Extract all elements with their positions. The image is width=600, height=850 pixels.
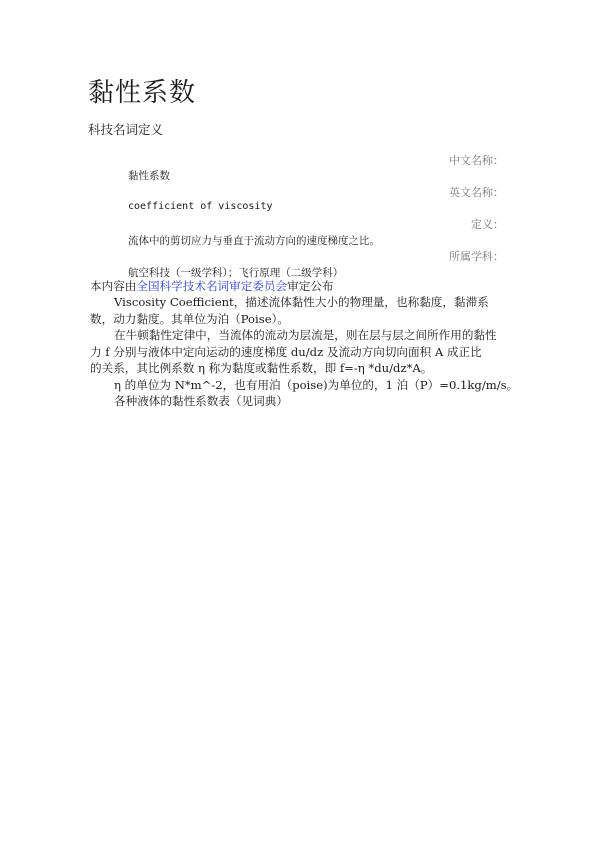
discipline-label: 所属学科： [449, 250, 504, 263]
definition-value: 流体中的剪切应力与垂直于流动方向的速度梯度之比。 [128, 235, 380, 247]
paragraph-line: 数，动力黏度。其单位为泊（Poise）。 [90, 311, 289, 326]
source-prefix: 本内容由 [90, 279, 137, 293]
page-title: 黏性系数 [88, 78, 197, 108]
committee-link[interactable]: 全国科学技术名词审定委员会 [136, 279, 288, 293]
paragraph-line: 在牛顿黏性定律中，当流体的流动为层流是，则在层与层之间所作用的黏性 [114, 328, 497, 342]
source-line [90, 278, 522, 295]
discipline-value: 航空科技（一级学科）；飞行原理（二级学科） [128, 267, 344, 279]
paragraph-line: Viscosity Coefficient，描述流体黏性大小的物理量，也称黏度，黏滞系 [114, 295, 489, 309]
section-subtitle: 科技名词定义 [88, 122, 164, 137]
paragraph-line: 的关系，其比例系数 η 称为黏度或黏性系数，即 f=-η *du/dz*A。 [90, 361, 433, 375]
definition-label: 定义： [471, 218, 504, 231]
en-name-value: coefficient of viscosity [128, 201, 273, 212]
cn-name-value: 黏性系数 [128, 170, 170, 182]
paragraph-line: η 的单位为 N*m^-2，也有用泊（poise)为单位的，1 泊（P）=0.1kg/m/s。 [114, 377, 519, 392]
en-name-label: 英文名称： [449, 186, 504, 199]
article-body [90, 294, 522, 410]
cn-name-label: 中文名称： [449, 154, 504, 167]
source-suffix: 审定公布 [287, 279, 334, 293]
paragraph-line: 各种液体的黏性系数表（见词典） [114, 394, 288, 408]
paragraph-line: 力 f 分别与液体中定向运动的速度梯度 du/dz 及流动方向切向面积 A 成正比 [90, 344, 482, 359]
